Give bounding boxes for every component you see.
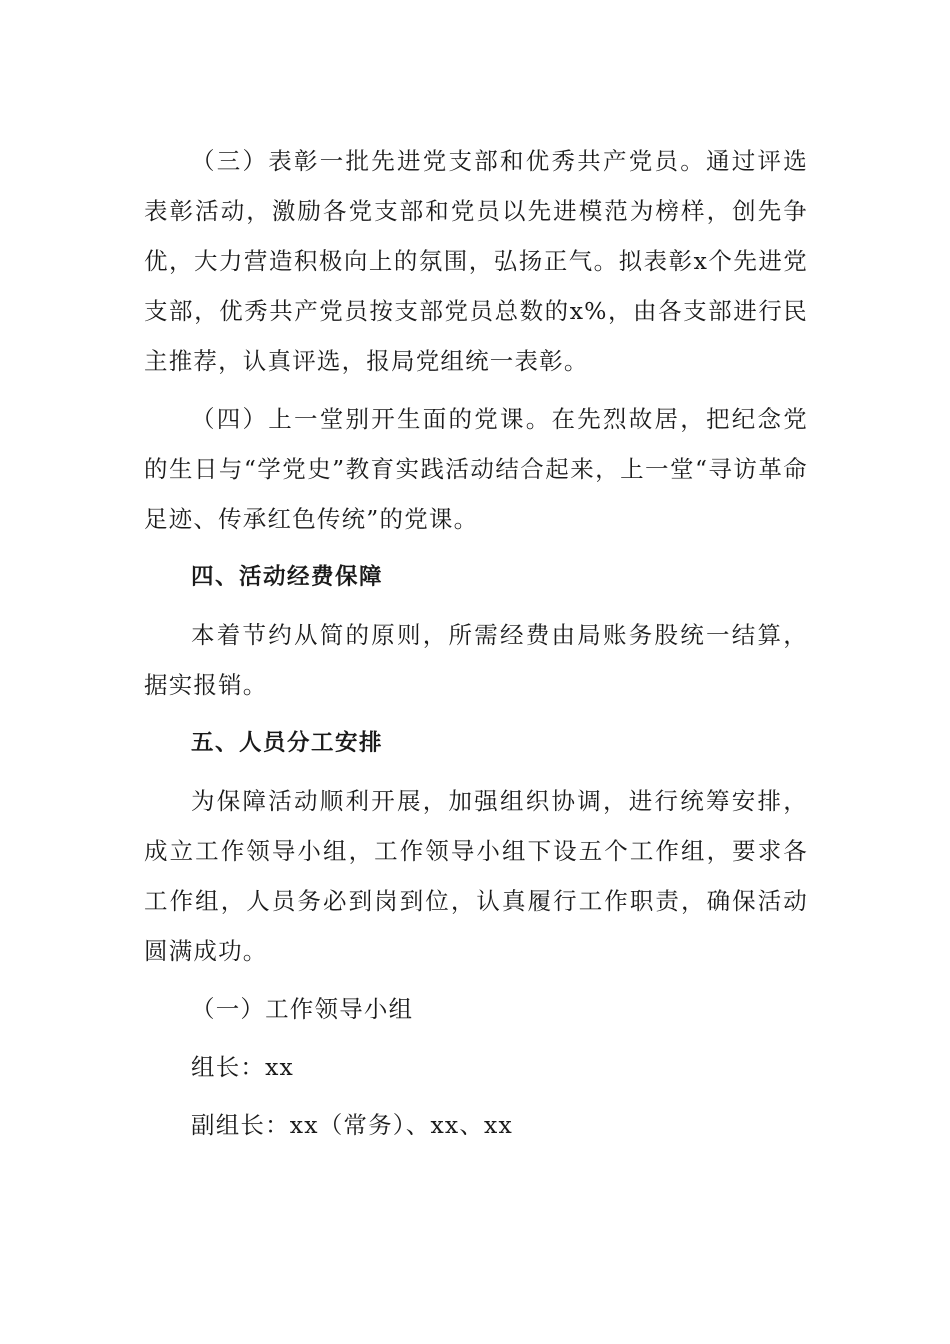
heading-funding: 四、活动经费保障 bbox=[191, 564, 384, 590]
paragraph-staffing: 为保障活动顺利开展，加强组织协调，进行统筹安排，成立工作领导小组，工作领导小组下设五个工作组，要求各工作组，人员务必到岗到位，认真履行工作职责，确保活动圆满成功。 bbox=[144, 787, 808, 965]
leader-line: 组长：xx bbox=[191, 1053, 295, 1081]
deputy-leader-line: 副组长：xx（常务）、xx、xx bbox=[191, 1111, 513, 1139]
document-body bbox=[144, 136, 808, 1158]
subheading-leading-group: （一）工作领导小组 bbox=[191, 995, 414, 1023]
paragraph-party-lesson: （四）上一堂别开生面的党课。在先烈故居，把纪念党的生日与“学党史”教育实践活动结合起来，上一堂“寻访革命足迹、传承红色传统”的党课。 bbox=[144, 405, 808, 533]
heading-staffing: 五、人员分工安排 bbox=[191, 730, 384, 756]
paragraph-commendation: （三）表彰一批先进党支部和优秀共产党员。通过评选表彰活动，激励各党支部和党员以先进模范为榜样，创先争优，大力营造积极向上的氛围，弘扬正气。拟表彰x个先进党支部，优秀共产党员按支部党员总数的x%，由各支部进行民主推荐，认真评选，报局党组统一表彰。 bbox=[144, 147, 808, 375]
paragraph-funding: 本着节约从简的原则，所需经费由局账务股统一结算，据实报销。 bbox=[144, 621, 808, 699]
